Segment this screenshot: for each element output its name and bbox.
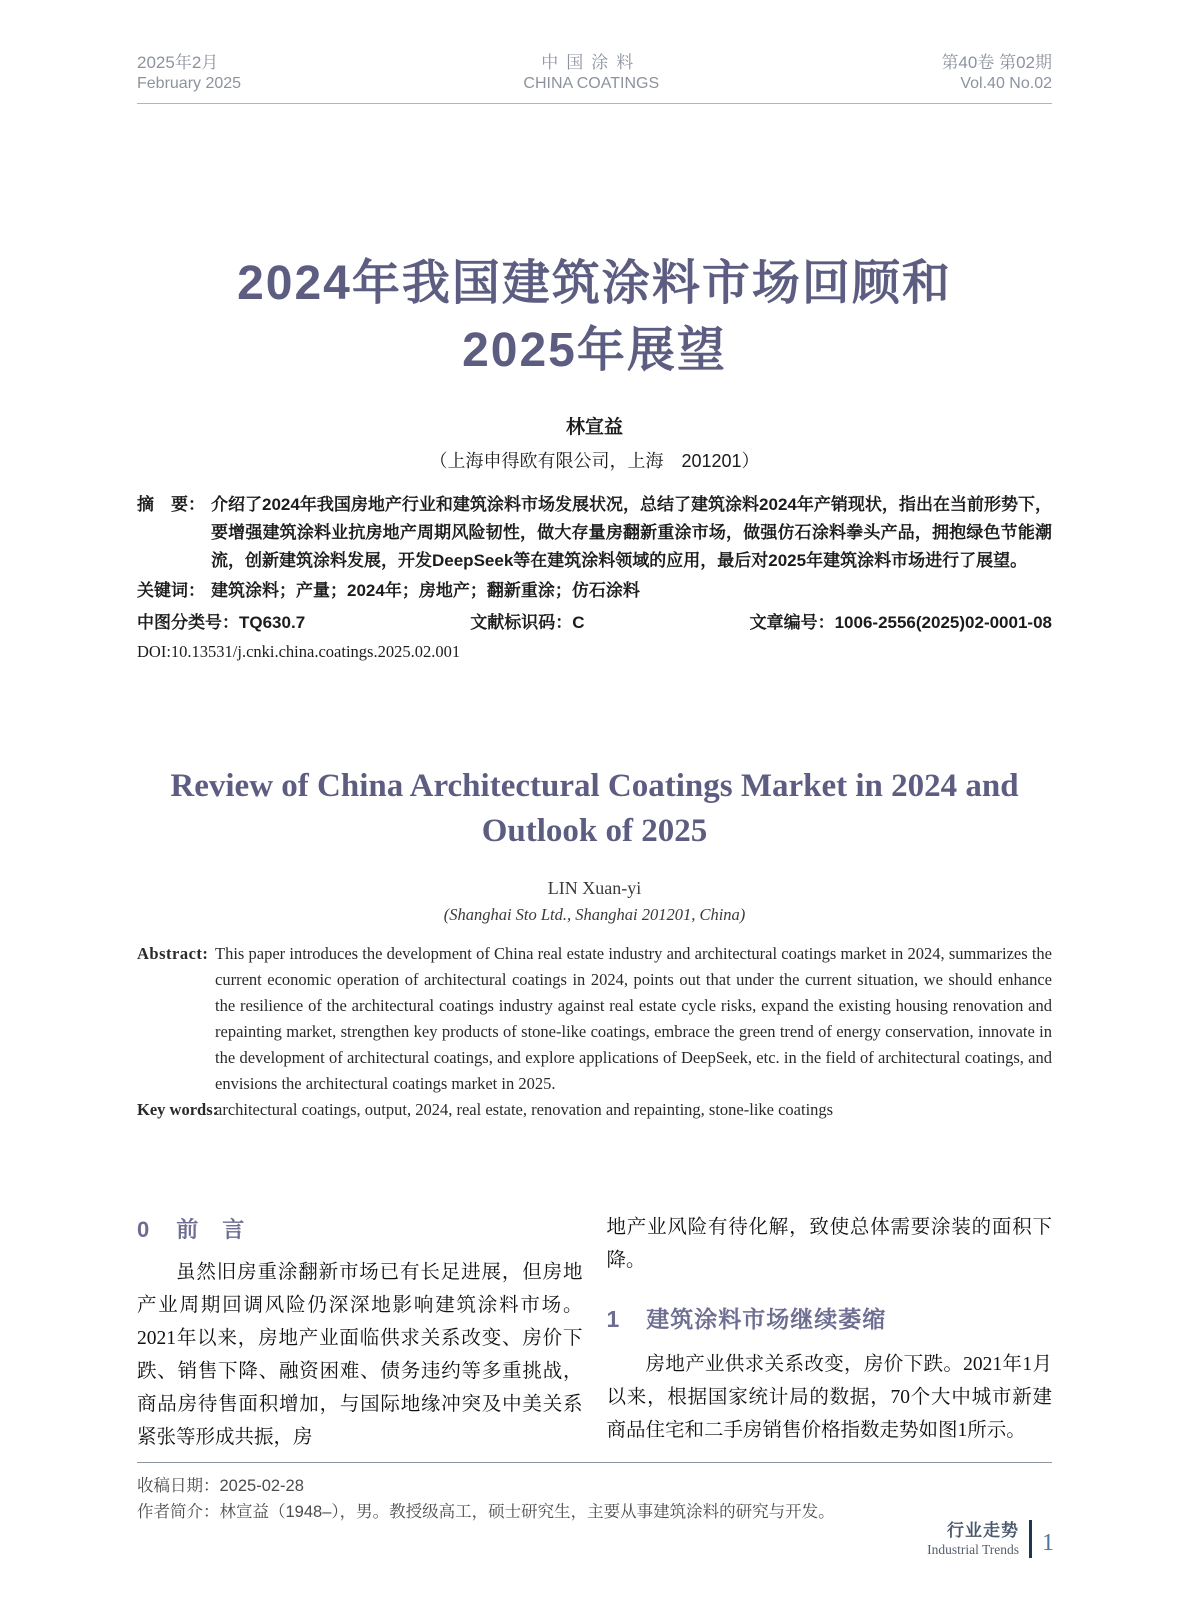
received-date-line (137, 1473, 1052, 1499)
page-number: 1 (1042, 1529, 1054, 1556)
clc-label: 中图分类号： (137, 613, 239, 632)
keywords-label-cn: 关键词： (137, 581, 205, 600)
abstract-cn (137, 491, 1052, 575)
received-date-value: 2025-02-28 (219, 1477, 304, 1495)
header-issue-cn: 第40卷 第02期 (941, 53, 1052, 72)
author-name-en: LIN Xuan-yi (547, 878, 642, 898)
affiliation-cn: （上海申得欧有限公司，上海 201201） (429, 451, 760, 471)
header-issue-en: Vol.40 No.02 (960, 75, 1052, 92)
abstract-text-en: This paper introduces the development of China real estate industry and architectural coatings market in 2024, summarizes the current economic operation of architectural coatings in 2024, points out that under the current situation, we should enhance the resilience of the architectural coatings industry against real estate cycle risks, expand the existing housing renovation and repainting market, strengthen key products of stone-like coatings, embrace the green trend of energy conservation, innovate in the development of architectural coatings, and explore applications of DeepSeek, etc. in the field of architectural coatings, and envisions the architectural coatings market in 2025. (215, 944, 1052, 1093)
clc-value: TQ630.7 (239, 613, 306, 632)
title-en-line1: Review of China Architectural Coatings Market in 2024 and (170, 768, 1019, 804)
received-date-label: 收稿日期： (137, 1477, 220, 1495)
page-footer (927, 1520, 1054, 1558)
article-id (750, 610, 1052, 636)
keywords-text-cn: 建筑涂料；产量；2024年；房地产；翻新重涂；仿石涂料 (211, 581, 640, 600)
author-bio-value: 林宣益（1948–），男。教授级高工，硕士研究生，主要从事建筑涂料的研究与开发。 (219, 1503, 835, 1521)
column-name-en: Industrial Trends (927, 1541, 1019, 1557)
left-column (137, 1211, 583, 1454)
column-name-cn: 行业走势 (947, 1520, 1019, 1540)
doi: DOI:10.13531/j.cnki.china.coatings.2025.02.001 (137, 642, 461, 661)
section-1-title: 建筑涂料市场继续萎缩 (646, 1306, 887, 1332)
title-cn-line1: 2024年我国建筑涂料市场回顾和 (237, 257, 952, 310)
section-0-number: 0 (137, 1217, 151, 1242)
keywords-en (137, 1097, 1052, 1123)
section-0-title: 前 言 (176, 1217, 246, 1242)
keywords-cn (137, 577, 1052, 605)
title-cn-line2: 2025年展望 (462, 324, 727, 377)
header-date-en: February 2025 (137, 75, 242, 92)
journal-name-cn: 中国涂料 (541, 53, 642, 72)
article-title-en (137, 764, 1052, 854)
section-0-heading (137, 1213, 583, 1244)
abstract-text-cn: 介绍了2024年我国房地产行业和建筑涂料市场发展状况，总结了建筑涂料2024年产销现状，指出在当前形势下，要增强建筑涂料业抗房地产周期风险韧性，做大存量房翻新重涂市场，做强仿石涂料拳头产品，拥抱绿色节能潮流，创新建筑涂料发展，开发DeepSeek等在建筑涂料领域的应用，最后对2025年建筑涂料市场进行了展望。 (211, 495, 1052, 570)
abstract-en (137, 941, 1052, 1097)
article-title-cn (137, 250, 1052, 384)
keywords-text-en: architectural coatings, output, 2024, real estate, renovation and repainting, stone-like coatings (215, 1100, 834, 1119)
header-date-cn: 2025年2月 (137, 53, 219, 72)
footnotes (137, 1463, 1052, 1525)
article-id-value: 1006-2556(2025)02-0001-08 (834, 613, 1052, 632)
journal-name-en: CHINA COATINGS (523, 75, 660, 92)
abstract-label-en: Abstract: (137, 944, 209, 963)
header-issue (941, 52, 1052, 94)
author-name-cn: 林宣益 (565, 417, 623, 438)
affiliation-en: (Shanghai Sto Ltd., Shanghai 201201, China) (443, 905, 746, 924)
header-journal-name (523, 52, 659, 94)
clc-number (137, 610, 305, 636)
header-date (137, 52, 241, 94)
section-1-number: 1 (606, 1306, 621, 1332)
section-0-paragraph: 虽然旧房重涂翻新市场已有长足进展，但房地产业周期回调风险仍深深地影响建筑涂料市场。2021年以来，房地产业面临供求关系改变、房价下跌、销售下降、融资困难、债务违约等多重挑战，商品房待售面积增加，与国际地缘冲突及中美关系紧张等形成共振，房 (137, 1262, 583, 1448)
classification-row (137, 610, 1052, 636)
right-column (607, 1211, 1053, 1454)
article-id-label: 文章编号： (749, 613, 835, 632)
doc-code-value: C (572, 613, 585, 632)
continuation-paragraph: 地产业风险有待化解，致使总体需要涂装的面积下降。 (606, 1217, 1052, 1271)
abstract-label-cn: 摘 要： (137, 495, 205, 514)
author-bio-label: 作者简介： (137, 1503, 220, 1521)
section-1-heading (607, 1301, 1053, 1334)
keywords-label-en: Key words: (137, 1100, 219, 1119)
section-1-paragraph: 房地产业供求关系改变，房价下跌。2021年1月以来，根据国家统计局的数据，70个大中城市新建商品住宅和二手房销售价格指数走势如图1所示。 (606, 1354, 1052, 1441)
doc-code-label: 文献标识码： (470, 613, 573, 632)
title-en-line2: Outlook of 2025 (481, 813, 708, 849)
column-name (927, 1521, 1029, 1558)
document-code (470, 610, 584, 636)
author-bio-line (137, 1499, 1052, 1525)
body-columns (137, 1211, 1052, 1454)
journal-header (137, 52, 1052, 104)
